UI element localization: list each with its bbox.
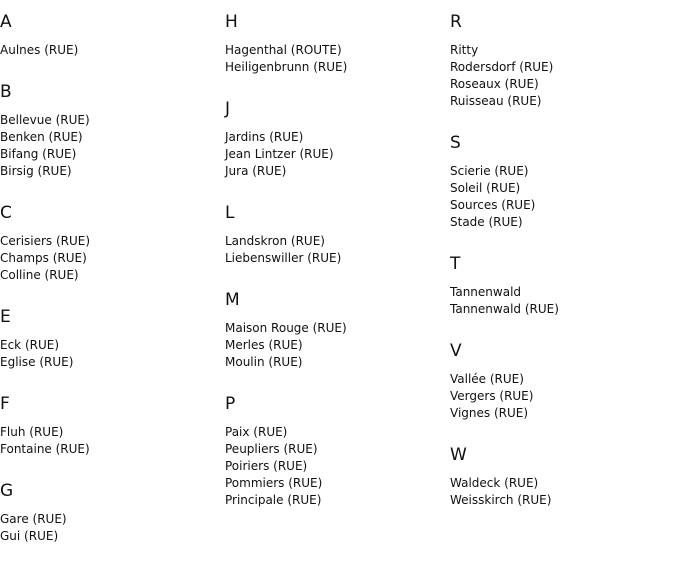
street-item: Roseaux (RUE)	[450, 77, 539, 91]
street-list	[450, 163, 670, 231]
street-item: Principale (RUE)	[225, 493, 322, 507]
letter-group	[225, 394, 445, 509]
street-column-1	[0, 12, 220, 545]
letter-heading: B	[0, 82, 12, 102]
letter-group	[0, 82, 220, 180]
street-list	[0, 112, 220, 180]
street-list	[0, 42, 220, 59]
street-list	[0, 511, 220, 545]
street-item: Scierie (RUE)	[450, 164, 529, 178]
letter-heading: J	[225, 99, 231, 119]
street-list	[225, 320, 445, 371]
street-item: Jardins (RUE)	[225, 130, 304, 144]
street-list	[225, 129, 445, 180]
street-list	[0, 337, 220, 371]
street-item: Vignes (RUE)	[450, 406, 529, 420]
street-list	[225, 233, 445, 267]
street-item: Ruisseau (RUE)	[450, 94, 542, 108]
street-item: Eck (RUE)	[0, 338, 60, 352]
street-item: Moulin (RUE)	[225, 355, 303, 369]
street-column-2	[225, 12, 445, 509]
letter-group	[450, 445, 670, 509]
street-item: Liebenswiller (RUE)	[225, 251, 342, 265]
letter-heading: S	[450, 133, 461, 153]
letter-group	[0, 203, 220, 284]
street-item: Merles (RUE)	[225, 338, 303, 352]
street-item: Stade (RUE)	[450, 215, 523, 229]
street-item: Eglise (RUE)	[0, 355, 74, 369]
street-list	[450, 42, 670, 110]
letter-group	[450, 254, 670, 318]
street-item: Poiriers (RUE)	[225, 459, 308, 473]
street-list	[0, 233, 220, 284]
street-item: Jean Lintzer (RUE)	[225, 147, 334, 161]
street-item: Birsig (RUE)	[0, 164, 72, 178]
letter-group	[0, 481, 220, 545]
street-item: Waldeck (RUE)	[450, 476, 539, 490]
letter-heading: A	[0, 12, 12, 32]
street-list	[225, 424, 445, 509]
letter-heading: W	[450, 445, 467, 465]
letter-heading: L	[225, 203, 235, 223]
letter-group	[0, 394, 220, 458]
letter-heading: G	[0, 481, 14, 501]
street-item: Champs (RUE)	[0, 251, 87, 265]
street-item: Colline (RUE)	[0, 268, 79, 282]
letter-heading: P	[225, 394, 236, 414]
letter-heading: H	[225, 12, 238, 32]
street-item: Bellevue (RUE)	[0, 113, 90, 127]
street-item: Peupliers (RUE)	[225, 442, 318, 456]
street-column-3	[450, 12, 670, 509]
street-item: Landskron (RUE)	[225, 234, 325, 248]
street-item: Tannenwald (RUE)	[450, 302, 559, 316]
street-item: Fontaine (RUE)	[0, 442, 90, 456]
street-list	[450, 371, 670, 422]
street-item: Tannenwald	[450, 285, 522, 299]
letter-heading: F	[0, 394, 10, 414]
letter-group	[225, 203, 445, 267]
street-list	[225, 42, 445, 76]
letter-group	[450, 133, 670, 231]
letter-heading: T	[450, 254, 461, 274]
street-item: Weisskirch (RUE)	[450, 493, 552, 507]
letter-heading: V	[450, 341, 462, 361]
street-item: Vergers (RUE)	[450, 389, 534, 403]
street-item: Cerisiers (RUE)	[0, 234, 91, 248]
street-item: Fluh (RUE)	[0, 425, 64, 439]
letter-group	[0, 307, 220, 371]
street-item: Aulnes (RUE)	[0, 43, 79, 57]
street-item: Maison Rouge (RUE)	[225, 321, 347, 335]
street-item: Ritty	[450, 43, 479, 57]
letter-group	[225, 99, 445, 180]
letter-group	[225, 12, 445, 76]
street-item: Sources (RUE)	[450, 198, 536, 212]
street-item: Jura (RUE)	[225, 164, 287, 178]
letter-group	[0, 12, 220, 59]
letter-heading: C	[0, 203, 12, 223]
street-list	[450, 475, 670, 509]
street-item: Soleil (RUE)	[450, 181, 521, 195]
street-item: Pommiers (RUE)	[225, 476, 323, 490]
letter-group	[225, 290, 445, 371]
letter-group	[450, 341, 670, 422]
letter-heading: E	[0, 307, 11, 327]
letter-heading: R	[450, 12, 462, 32]
street-item: Gare (RUE)	[0, 512, 67, 526]
street-item: Heiligenbrunn (RUE)	[225, 60, 348, 74]
street-list	[0, 424, 220, 458]
street-item: Rodersdorf (RUE)	[450, 60, 554, 74]
street-item: Hagenthal (ROUTE)	[225, 43, 342, 57]
letter-heading: M	[225, 290, 240, 310]
street-item: Gui (RUE)	[0, 529, 59, 543]
street-item: Paix (RUE)	[225, 425, 288, 439]
street-list	[450, 284, 670, 318]
letter-group	[450, 12, 670, 110]
street-item: Benken (RUE)	[0, 130, 83, 144]
street-item: Vallée (RUE)	[450, 372, 524, 386]
street-item: Bifang (RUE)	[0, 147, 77, 161]
